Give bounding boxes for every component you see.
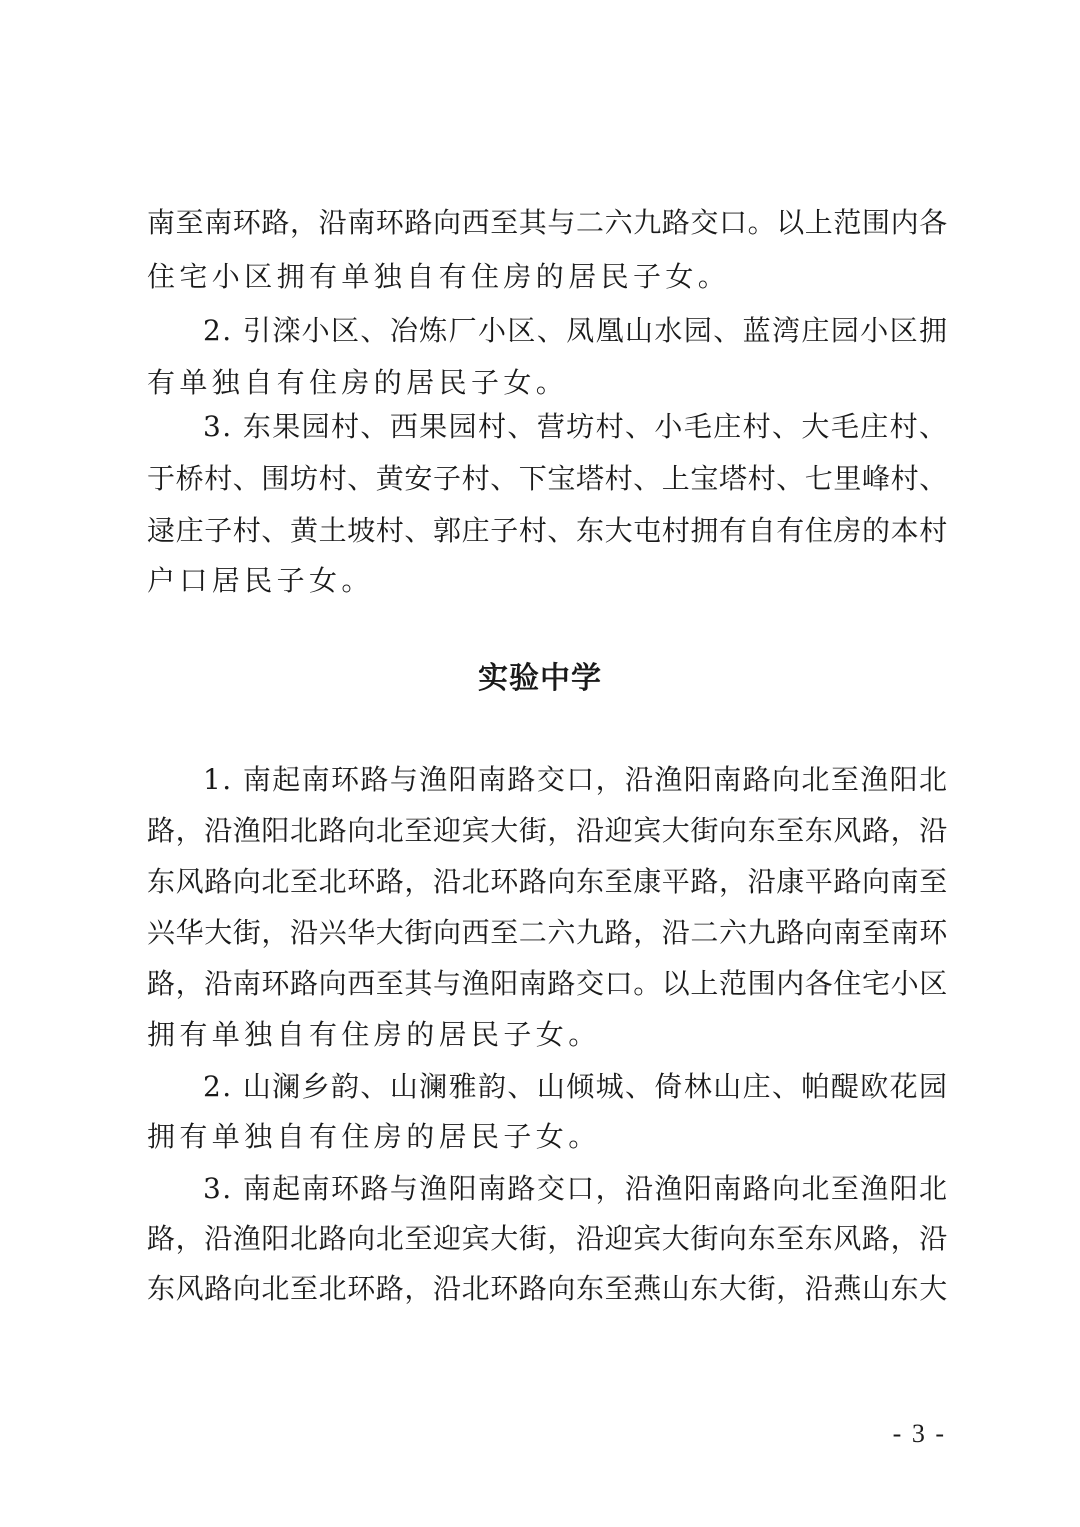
text-line: 路，沿渔阳北路向北至迎宾大街，沿迎宾大街向东至东风路，沿 <box>147 814 948 847</box>
text-line: 2. 山澜乡韵、山澜雅韵、山倾城、倚林山庄、帕醍欧花园 <box>203 1070 949 1103</box>
text-line: 于桥村、围坊村、黄安子村、下宝塔村、上宝塔村、七里峰村、 <box>147 462 948 495</box>
text-line: 住宅小区拥有单独自有住房的居民子女。 <box>147 260 731 293</box>
text-line: 2. 引滦小区、冶炼厂小区、凤凰山水园、蓝湾庄园小区拥 <box>203 314 949 347</box>
text-line: 拥有单独自有住房的居民子女。 <box>147 1018 601 1051</box>
section-heading: 实验中学 <box>478 661 602 696</box>
text-line: 路，沿渔阳北路向北至迎宾大街，沿迎宾大街向东至东风路，沿 <box>147 1222 948 1255</box>
page-number: - 3 - <box>892 1419 946 1448</box>
text-line: 逯庄子村、黄土坡村、郭庄子村、东大屯村拥有自有住房的本村 <box>147 514 948 547</box>
text-line: 东风路向北至北环路，沿北环路向东至康平路，沿康平路向南至 <box>147 865 948 898</box>
text-line: 拥有单独自有住房的居民子女。 <box>147 1120 601 1153</box>
text-line: 兴华大街，沿兴华大街向西至二六九路，沿二六九路向南至南环 <box>147 916 948 949</box>
text-line: 3. 南起南环路与渔阳南路交口，沿渔阳南路向北至渔阳北 <box>203 1172 949 1205</box>
text-line: 1. 南起南环路与渔阳南路交口，沿渔阳南路向北至渔阳北 <box>203 763 949 796</box>
text-line: 东风路向北至北环路，沿北环路向东至燕山东大街，沿燕山东大 <box>147 1272 948 1305</box>
text-line: 3. 东果园村、西果园村、营坊村、小毛庄村、大毛庄村、 <box>203 410 949 443</box>
text-line: 南至南环路，沿南环路向西至其与二六九路交口。以上范围内各 <box>147 206 948 239</box>
text-line: 户口居民子女。 <box>147 564 374 597</box>
text-line: 路，沿南环路向西至其与渔阳南路交口。以上范围内各住宅小区 <box>147 967 948 1000</box>
text-line: 有单独自有住房的居民子女。 <box>147 366 569 399</box>
